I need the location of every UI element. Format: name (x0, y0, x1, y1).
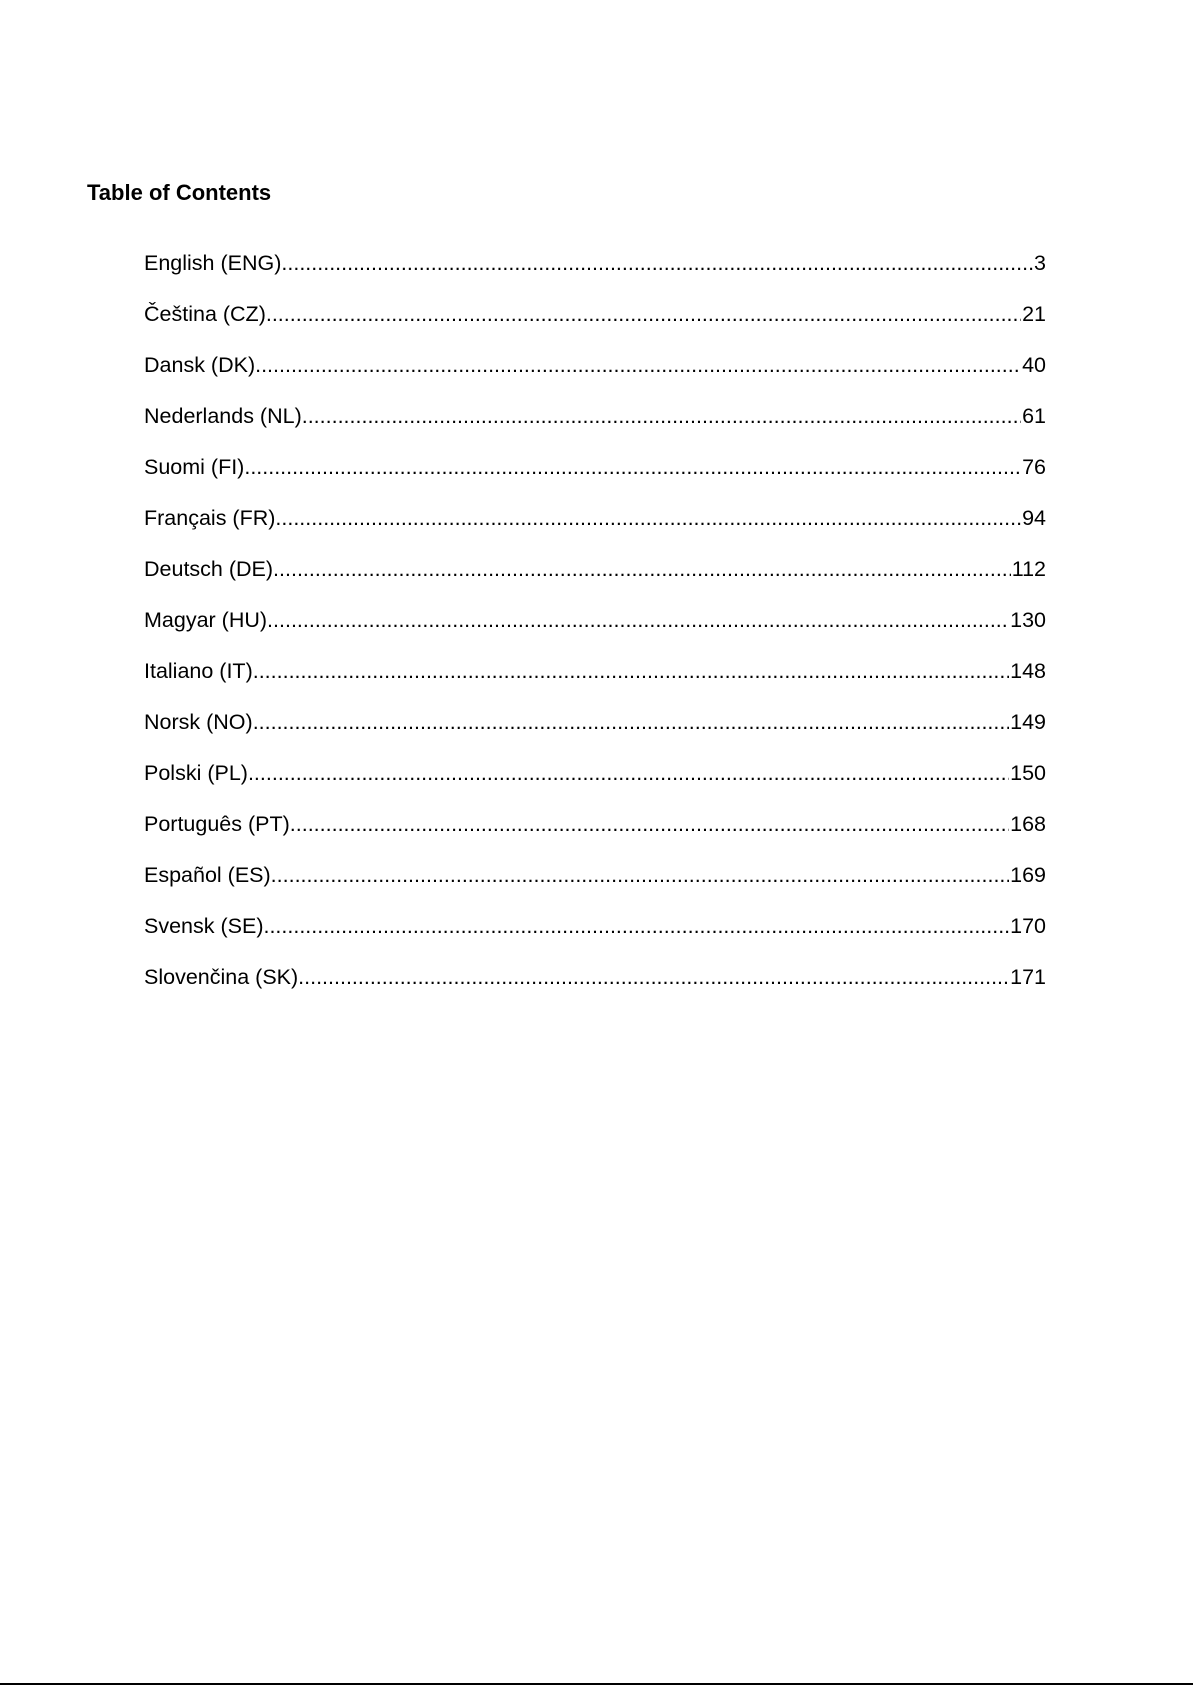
toc-entry-page-number: 148 (1010, 659, 1046, 683)
toc-entry-page-number: 61 (1022, 404, 1046, 428)
toc-entry-eng[interactable] (144, 248, 1046, 299)
toc-entry-label: Čeština (CZ) (144, 302, 266, 326)
toc-entry-page-number: 168 (1010, 812, 1046, 836)
toc-entry-label: Norsk (NO) (144, 710, 253, 734)
toc-entry-fr[interactable] (144, 503, 1046, 554)
toc-entry-page-number: 171 (1010, 965, 1046, 989)
toc-entry-page-number: 94 (1022, 506, 1046, 530)
toc-entry-de[interactable] (144, 554, 1046, 605)
toc-entry-label: Slovenčina (SK) (144, 965, 299, 989)
toc-entry-no[interactable] (144, 707, 1046, 758)
toc-entry-page-number: 76 (1022, 455, 1046, 479)
toc-heading: Table of Contents (87, 180, 272, 205)
dot-leader (302, 401, 1021, 431)
dot-leader (263, 911, 1009, 941)
toc-entry-page-number: 112 (1011, 557, 1046, 581)
toc-entry-page-number: 40 (1022, 353, 1046, 377)
toc-entry-label: Suomi (FI) (144, 455, 245, 479)
toc-entry-page-number: 130 (1010, 608, 1046, 632)
toc-entry-se[interactable] (144, 911, 1046, 962)
toc-entry-page-number: 21 (1022, 302, 1046, 326)
dot-leader (298, 962, 1009, 992)
toc-entry-label: Polski (PL) (144, 761, 248, 785)
toc-entry-label: Magyar (HU) (144, 608, 268, 632)
toc-entry-label: Dansk (DK) (144, 353, 256, 377)
toc-entry-label: Español (ES) (144, 863, 271, 887)
toc-entry-it[interactable] (144, 656, 1046, 707)
dot-leader (267, 605, 1009, 635)
dot-leader (253, 656, 1009, 686)
toc-entry-label: Svensk (SE) (144, 914, 264, 938)
toc-entry-page-number: 170 (1010, 914, 1046, 938)
toc-entry-hu[interactable] (144, 605, 1046, 656)
toc-entry-fi[interactable] (144, 452, 1046, 503)
dot-leader (271, 860, 1009, 890)
dot-leader (248, 758, 1009, 788)
dot-leader (275, 503, 1021, 533)
toc-entry-page-number: 149 (1010, 710, 1046, 734)
toc-entry-label: Deutsch (DE) (144, 557, 274, 581)
dot-leader (281, 248, 1033, 278)
toc-entry-label: Nederlands (NL) (144, 404, 302, 428)
dot-leader (244, 452, 1021, 482)
toc-entry-page-number: 150 (1010, 761, 1046, 785)
toc-entry-label: English (ENG) (144, 251, 282, 275)
dot-leader (273, 554, 1011, 584)
toc-entry-label: Français (FR) (144, 506, 276, 530)
toc-entry-es[interactable] (144, 860, 1046, 911)
dot-leader (290, 809, 1009, 839)
toc-entry-pl[interactable] (144, 758, 1046, 809)
toc-entry-pt[interactable] (144, 809, 1046, 860)
toc-entry-page-number: 169 (1010, 863, 1046, 887)
dot-leader (266, 299, 1021, 329)
toc-entry-dk[interactable] (144, 350, 1046, 401)
toc-entry-nl[interactable] (144, 401, 1046, 452)
dot-leader (253, 707, 1009, 737)
dot-leader (255, 350, 1021, 380)
toc-entry-page-number: 3 (1034, 251, 1046, 275)
toc-entry-label: Italiano (IT) (144, 659, 253, 683)
toc-entry-cz[interactable] (144, 299, 1046, 350)
toc-entry-sk[interactable] (144, 962, 1046, 1013)
toc-entry-label: Português (PT) (144, 812, 290, 836)
toc-list (144, 248, 1046, 1013)
